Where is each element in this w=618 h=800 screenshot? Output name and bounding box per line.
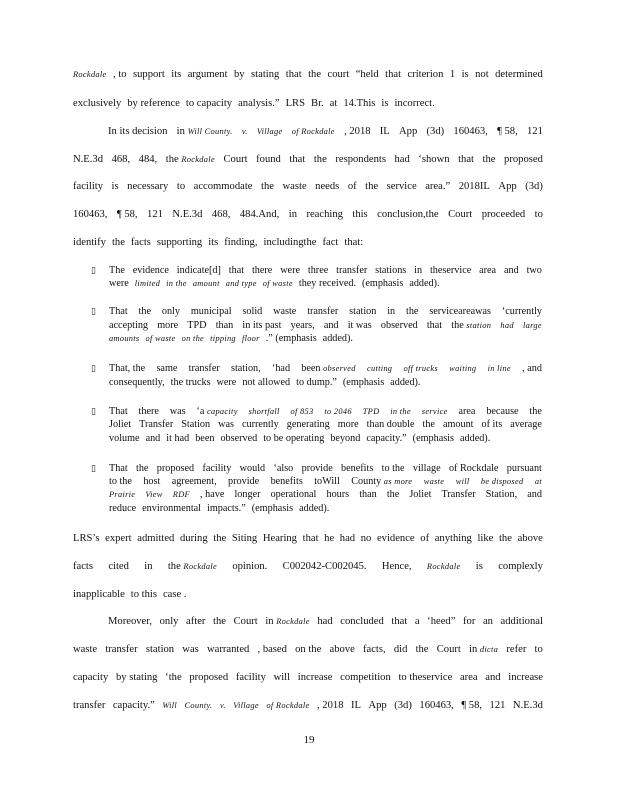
bullet-line: The evidence indicate[d] that there were three transfer stations in theservice area and two xyxy=(109,265,542,276)
body-line: waste transfer station was warranted , based on the above facts, did the Court in dicta refer to xyxy=(73,644,543,655)
body-line: inapplicable to this case . xyxy=(73,589,187,600)
bullet-line: amounts of waste on the tipping floor .” (emphasis added). xyxy=(109,333,353,344)
bullet-line: to the host agreement, provide benefits toWill County as more waste will be disposed at xyxy=(109,476,542,487)
bullet-line: Prairie View RDF , have longer operational hours than the Joliet Transfer Station, and xyxy=(109,489,542,500)
bullet-line: reduce environmental impacts.” (emphasis added). xyxy=(109,503,330,514)
bullet-line: accepting more TPD than in its past years, and it was observed that the station had large xyxy=(109,320,542,331)
body-line: Rockdale , to support its argument by stating that the court “held that criterion 1 is not determined xyxy=(73,69,543,80)
body-line: Moreover, only after the Court in Rockdale had concluded that a ‘heed” for an additional xyxy=(108,616,543,627)
bullet-marker: ▯ xyxy=(91,307,96,317)
body-line: identify the facts supporting its finding, includingthe fact that: xyxy=(73,237,364,248)
bullet-marker: ▯ xyxy=(91,266,96,276)
body-line: LRS’s expert admitted during the Siting Hearing that he had no evidence of anything like the above xyxy=(73,533,543,544)
bullet-line: That the only municipal solid waste transfer station in the serviceareawas ‘currently xyxy=(109,306,542,317)
bullet-marker: ▯ xyxy=(91,364,96,374)
bullet-line: That the proposed facility would ‘also provide benefits to the village of Rockdale pursuant xyxy=(109,463,542,474)
bullet-line: consequently, the trucks were not allowed to dump.” (emphasis added). xyxy=(109,377,421,388)
body-line: transfer capacity.” Will County. v. Village of Rockdale , 2018 IL App (3d) 160463, ¶ 58, 121 N.E.3d xyxy=(73,700,543,711)
bullet-line: That there was ‘a capacity shortfall of 853 to 2046 TPD in the service area because the xyxy=(109,406,542,417)
page-number: 19 xyxy=(303,734,315,746)
body-line: facts cited in the Rockdale opinion. C002042-C002045. Hence, Rockdale is complexly xyxy=(73,561,543,572)
bullet-line: were limited in the amount and type of waste they received. (emphasis added). xyxy=(109,278,440,289)
body-line: capacity by stating ‘the proposed facility will increase competition to theservice area and increase xyxy=(73,672,543,683)
bullet-line: That, the same transfer station, ‘had been observed cutting off trucks waiting in line , and xyxy=(109,363,542,374)
body-line: N.E.3d 468, 484, the Rockdale Court found that the respondents had ‘shown that the proposed xyxy=(73,154,543,165)
bullet-marker: ▯ xyxy=(91,464,96,474)
body-line: facility is necessary to accommodate the waste needs of the service area.” 2018IL App (3d) xyxy=(73,181,543,192)
bullet-marker: ▯ xyxy=(91,407,96,417)
body-line: exclusively by reference to capacity analysis.” LRS Br. at 14.This is incorrect. xyxy=(73,98,435,109)
bullet-line: volume and it had been observed to be operating beyond capacity.” (emphasis added). xyxy=(109,433,491,444)
body-line: In its decision in Will County. v. Village of Rockdale , 2018 IL App (3d) 160463, ¶ 58, 121 xyxy=(108,126,543,137)
bullet-line: Joliet Transfer Station was currently generating more than double the amount of its average xyxy=(109,419,542,430)
body-line: 160463, ¶ 58, 121 N.E.3d 468, 484.And, in reaching this conclusion,the Court proceeded to xyxy=(73,209,543,220)
